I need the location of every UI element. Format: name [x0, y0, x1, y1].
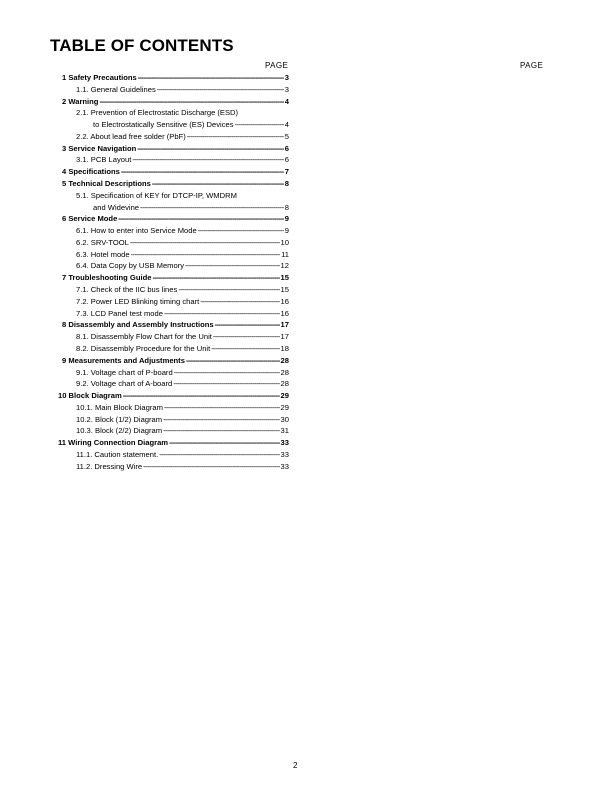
toc-entry-label: 9.2. Voltage chart of A-board — [76, 379, 173, 389]
toc-entry-page-number: 12 — [280, 261, 289, 271]
toc-entry-label: 2 Warning — [62, 96, 99, 106]
toc-entry[interactable] — [76, 425, 289, 436]
toc-entry-label: 6.3. Hotel mode — [76, 249, 130, 259]
toc-entry-label: 11 Wiring Connection Diagram — [58, 438, 169, 448]
toc-dot-leader — [173, 378, 279, 389]
toc-entry-label: 8.2. Disassembly Procedure for the Unit — [76, 343, 211, 353]
toc-dot-leader — [123, 390, 280, 401]
toc-entry[interactable] — [76, 378, 289, 389]
toc-entry-label: 5 Technical Descriptions — [62, 179, 151, 189]
toc-dot-leader — [159, 449, 279, 460]
toc-entry-label: to Electrostatically Sensitive (ES) Devices — [93, 120, 234, 130]
toc-dot-leader — [178, 284, 279, 295]
toc-entry-page-number: 6 — [284, 143, 289, 153]
toc-entry-label: 1 Safety Precautions — [62, 73, 137, 82]
toc-entry-page-number: 4 — [284, 120, 289, 130]
toc-entry-label: 6.2. SRV-TOOL — [76, 237, 129, 247]
toc-dot-leader — [121, 166, 284, 177]
toc-dot-leader — [235, 119, 284, 130]
toc-dot-leader — [215, 319, 280, 330]
toc-dot-leader — [163, 414, 279, 425]
toc-entry[interactable] — [62, 96, 289, 107]
toc-entry-label: 9.1. Voltage chart of P-board — [76, 367, 173, 377]
toc-entry[interactable] — [62, 166, 289, 177]
toc-entry[interactable] — [76, 367, 289, 378]
toc-dot-leader — [213, 331, 280, 342]
toc-entry-page-number: 33 — [280, 438, 289, 448]
toc-entry[interactable] — [62, 143, 289, 154]
toc-dot-leader — [118, 213, 283, 224]
toc-entry-label: 4 Specifications — [62, 167, 120, 177]
toc-entry-label: 10 Block Diagram — [58, 391, 122, 401]
toc-entry-page-number: 29 — [280, 402, 289, 412]
toc-entry-page-number: 3 — [284, 84, 289, 94]
toc-entry[interactable] — [62, 355, 289, 366]
toc-dot-leader — [152, 178, 284, 189]
toc-entry-label: 6.4. Data Copy by USB Memory — [76, 261, 185, 271]
toc-dot-leader — [132, 154, 283, 165]
toc-dot-leader — [186, 355, 280, 366]
toc-entry-page-number: 28 — [280, 367, 289, 377]
toc-dot-leader — [140, 202, 284, 213]
toc-entry[interactable] — [62, 319, 289, 330]
footer-page-number: 2 — [293, 761, 298, 770]
toc-entry[interactable] — [76, 414, 289, 425]
toc-entry-label: 3.1. PCB Layout — [76, 155, 132, 165]
toc-entry[interactable] — [76, 296, 289, 307]
toc-entry[interactable] — [76, 331, 289, 342]
toc-dot-leader — [200, 296, 279, 307]
toc-dot-leader — [198, 225, 284, 236]
page-column-header-left: PAGE — [265, 61, 289, 70]
toc-entry-label: 10.3. Block (2/2) Diagram — [76, 426, 163, 436]
toc-entry[interactable] — [76, 449, 289, 460]
toc-entry-page-number: 15 — [280, 273, 289, 283]
toc-entry[interactable] — [58, 437, 289, 448]
toc-entry[interactable] — [76, 308, 289, 319]
toc-entry[interactable] — [76, 402, 289, 413]
toc-dot-leader — [163, 425, 279, 436]
toc-entry[interactable] — [62, 72, 289, 83]
toc-entry-label: 5.1. Specification of KEY for DTCP-IP, WMDRM — [76, 190, 237, 200]
toc-dot-leader — [211, 343, 279, 354]
toc-entry-page-number: 8 — [284, 202, 289, 212]
toc-entry-label: 7 Troubleshooting Guide — [62, 273, 152, 283]
toc-entry-page-number: 33 — [280, 449, 289, 459]
toc-entry[interactable] — [62, 213, 289, 224]
toc-entry-page-number: 8 — [284, 179, 289, 189]
toc-entry[interactable] — [62, 178, 289, 189]
toc-entry[interactable] — [93, 202, 289, 213]
toc-entry-page-number: 16 — [280, 296, 289, 306]
toc-entry-page-number: 29 — [280, 391, 289, 401]
toc-entry-page-number: 9 — [284, 214, 289, 224]
toc-dot-leader — [99, 96, 283, 107]
toc-entry[interactable] — [76, 190, 289, 201]
toc-entry[interactable] — [76, 154, 289, 165]
toc-entry[interactable] — [76, 284, 289, 295]
toc-entry[interactable] — [76, 343, 289, 354]
toc-entry-page-number: 4 — [284, 96, 289, 106]
toc-dot-leader — [169, 437, 279, 448]
toc-entry-page-number: 5 — [284, 131, 289, 141]
toc-entry-page-number: 7 — [284, 167, 289, 177]
toc-entry-label: 10.2. Block (1/2) Diagram — [76, 414, 163, 424]
toc-entry-page-number: 30 — [280, 414, 289, 424]
toc-dot-leader — [152, 272, 279, 283]
toc-entry-page-number: 11 — [281, 249, 289, 259]
toc-entry-label: 11.1. Caution statement. — [76, 449, 159, 459]
toc-entry[interactable] — [76, 107, 289, 118]
toc-entry[interactable] — [93, 119, 289, 130]
toc-entry[interactable] — [58, 390, 289, 401]
toc-entry[interactable] — [76, 225, 289, 236]
toc-entry-page-number: 9 — [284, 226, 289, 236]
toc-entry[interactable] — [76, 260, 289, 271]
toc-dot-leader — [164, 308, 280, 319]
toc-entry-label: 3 Service Navigation — [62, 143, 137, 153]
toc-entry[interactable] — [76, 461, 289, 472]
toc-entry-page-number: 15 — [280, 285, 289, 295]
toc-dot-leader — [131, 249, 281, 260]
toc-dot-leader — [187, 131, 284, 142]
toc-entry[interactable] — [76, 237, 289, 248]
toc-entry-page-number: 16 — [280, 308, 289, 318]
toc-entry-page-number: 33 — [280, 461, 289, 471]
toc-entry-label: 9 Measurements and Adjustments — [62, 355, 185, 365]
toc-dot-leader — [130, 237, 280, 248]
toc-entry-page-number: 28 — [280, 379, 289, 389]
toc-dot-leader — [143, 461, 279, 472]
toc-entry-label: 11.2. Dressing Wire — [76, 461, 143, 471]
toc-dot-leader — [185, 260, 280, 271]
toc-entry-label: 10.1. Main Block Diagram — [76, 402, 163, 412]
toc-entry-page-number: 6 — [284, 155, 289, 165]
toc-entry-label: 8 Disassembly and Assembly Instructions — [62, 320, 214, 330]
toc-dot-leader — [138, 72, 284, 83]
toc-entry-page-number: 10 — [280, 237, 289, 247]
toc-entry-label: 6 Service Mode — [62, 214, 118, 224]
toc-entry[interactable] — [76, 249, 289, 260]
toc-dot-leader — [164, 402, 280, 413]
toc-dot-leader — [137, 143, 283, 154]
toc-entry-page-number: 28 — [280, 355, 289, 365]
page-column-header-right: PAGE — [520, 61, 544, 70]
toc-entry[interactable] — [62, 272, 289, 283]
toc-entry-label: 8.1. Disassembly Flow Chart for the Unit — [76, 332, 212, 342]
page-title: TABLE OF CONTENTS — [50, 36, 234, 55]
toc-entry-page-number: 17 — [280, 320, 289, 330]
toc-dot-leader — [174, 367, 280, 378]
toc-entry-label: 7.3. LCD Panel test mode — [76, 308, 163, 318]
toc-entry-page-number: 17 — [280, 332, 289, 342]
toc-entry-page-number: 3 — [284, 73, 289, 82]
toc-entry-label: 6.1. How to enter into Service Mode — [76, 226, 197, 236]
toc-entry[interactable] — [76, 131, 289, 142]
toc-entry[interactable] — [76, 84, 289, 95]
toc-entry-label: 7.2. Power LED Blinking timing chart — [76, 296, 200, 306]
toc-entry-page-number: 31 — [280, 426, 289, 436]
toc-entry-label: 7.1. Check of the IIC bus lines — [76, 285, 178, 295]
toc-entry-page-number: 18 — [280, 343, 289, 353]
toc-entry-label: 2.2. About lead free solder (PbF) — [76, 131, 186, 141]
toc-entry-label: 2.1. Prevention of Electrostatic Discharge (ESD) — [76, 108, 239, 118]
toc-entry-label: and Widevine — [93, 202, 140, 212]
toc-entry-label: 1.1. General Guidelines — [76, 84, 156, 94]
toc-dot-leader — [157, 84, 284, 95]
